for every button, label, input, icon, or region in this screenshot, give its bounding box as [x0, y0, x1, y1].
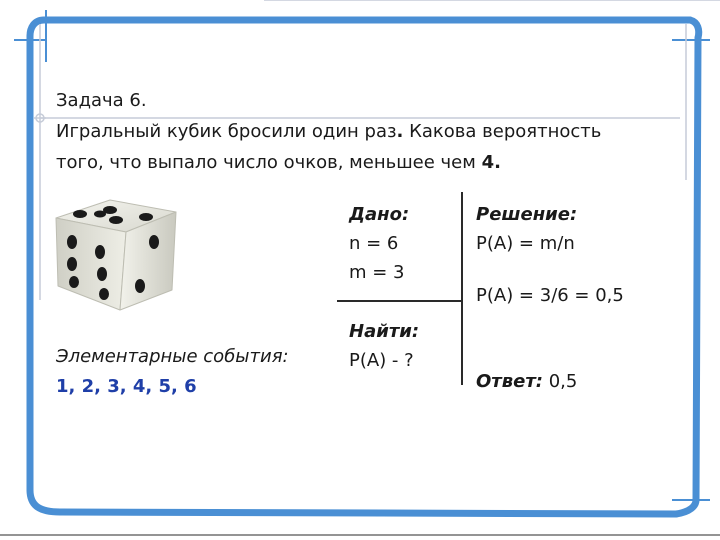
elementary-events-values: 1, 2, 3, 4, 5, 6	[56, 376, 197, 397]
given-find-divider	[337, 300, 461, 302]
task-title: Задача 6.	[56, 90, 147, 111]
solution-divider	[461, 192, 463, 385]
solution-formula: P(A) = m/n	[476, 233, 575, 254]
answer-label: Ответ:	[476, 371, 543, 392]
find-expression: P(A) - ?	[349, 350, 414, 371]
given-n: n = 6	[349, 233, 399, 254]
given-label: Дано:	[349, 204, 410, 225]
given-m: m = 3	[349, 262, 405, 283]
solution-label: Решение:	[476, 204, 578, 225]
find-label: Найти:	[349, 321, 420, 342]
solution-block	[476, 200, 577, 258]
solution-computation: P(A) = 3/6 = 0,5	[476, 285, 624, 306]
dice-icon	[50, 190, 182, 318]
answer-value: 0,5	[542, 371, 578, 392]
task-line-3: того, что выпало число очков, меньшее чем 4.	[56, 152, 501, 173]
elementary-events-label: Элементарные события:	[56, 346, 289, 367]
find-block	[349, 317, 419, 375]
task-text	[56, 85, 656, 178]
task-line-2: Игральный кубик бросили один раз. Какова вероятность	[56, 121, 602, 142]
answer-block	[476, 371, 577, 392]
elementary-events	[56, 342, 289, 402]
given-block	[349, 200, 409, 287]
